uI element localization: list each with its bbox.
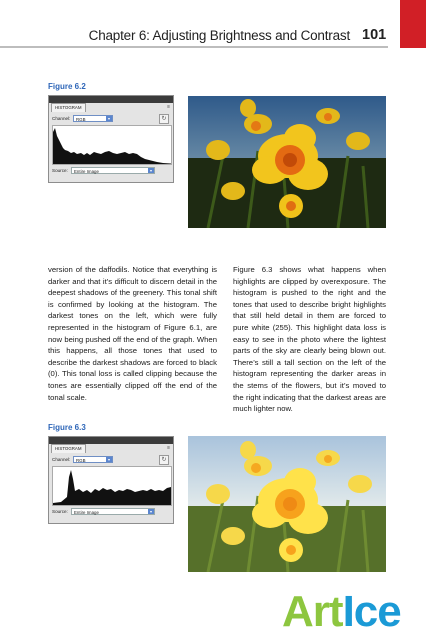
site-watermark-logo	[282, 587, 401, 636]
refresh-icon[interactable]: ↻	[159, 114, 169, 124]
dropdown-arrow-icon: ▾	[107, 457, 110, 462]
histogram-shape	[53, 126, 171, 164]
source-select[interactable]	[71, 508, 155, 515]
chapter-title: Chapter 6: Adjusting Brightness and Contrast	[88, 28, 350, 43]
page-number: 101	[362, 27, 387, 43]
dropdown-arrow-icon: ▾	[149, 168, 152, 173]
channel-label: Channel:	[52, 116, 71, 121]
source-label: Source:	[52, 168, 68, 173]
header-divider	[0, 46, 388, 48]
source-select[interactable]	[71, 167, 155, 174]
daffodils-photo-dark	[188, 96, 386, 228]
daffodils-photo-overexposed	[188, 436, 386, 572]
channel-select[interactable]	[73, 456, 113, 463]
body-text-left: version of the daffodils. Notice that everything is darker and that it’s difficult to discern detail in the deepest shadows of the greenery. This tonal shift is confirmed by looking at the histogram. The darkest tones on the left, which were fully represented in the histogram of Figure 6.1, are now being pushed off the end of the graph. When this happens, all those tones that used to describe the darkest shadows are forced to black (0). This tonal loss is called clipping because the tones are essentially clipped off the end of the tonal scale.	[48, 265, 217, 402]
panel-menu-icon[interactable]: ≡	[167, 445, 170, 451]
panel-titlebar[interactable]	[49, 96, 173, 103]
histogram-tab[interactable]: HISTOGRAM	[51, 444, 86, 453]
channel-select[interactable]	[73, 115, 113, 122]
refresh-icon[interactable]: ↻	[159, 455, 169, 465]
panel-titlebar[interactable]	[49, 437, 173, 444]
source-value: Entire Image	[74, 169, 99, 174]
figure-label: Figure 6.2	[48, 82, 86, 91]
dropdown-arrow-icon: ▾	[107, 116, 110, 121]
histogram-tab[interactable]: HISTOGRAM	[51, 103, 86, 112]
source-value: Entire Image	[74, 510, 99, 515]
channel-label: Channel:	[52, 457, 71, 462]
watermark-part-1: Art	[282, 587, 343, 636]
dropdown-arrow-icon: ▾	[149, 509, 152, 514]
panel-menu-icon[interactable]: ≡	[167, 104, 170, 110]
figure-label: Figure 6.3	[48, 423, 86, 432]
histogram-panel	[48, 95, 174, 183]
histogram-shape	[53, 467, 171, 505]
chapter-tab-marker	[400, 0, 426, 48]
watermark-part-2: Ice	[342, 587, 401, 636]
page-header	[0, 0, 426, 50]
histogram-graph	[52, 466, 172, 506]
body-text-right: Figure 6.3 shows what happens when highlights are clipped by overexposure. The histogram is pushed to the right and the tones that used to describe bright highlights that still held detail in them are forced to pure white (255). This highlight data loss is easy to see in the photo where the lightest parts of the sky are clearly being blown out. There’s still a tall section on the left of the histogram representing the darker areas in the stems of the flowers, but it’s moved to the right indicating that the darkest areas are much lighter now.	[233, 265, 386, 414]
histogram-graph	[52, 125, 172, 165]
channel-value: RGB	[76, 117, 86, 122]
source-label: Source:	[52, 509, 68, 514]
channel-value: RGB	[76, 458, 86, 463]
histogram-panel	[48, 436, 174, 524]
